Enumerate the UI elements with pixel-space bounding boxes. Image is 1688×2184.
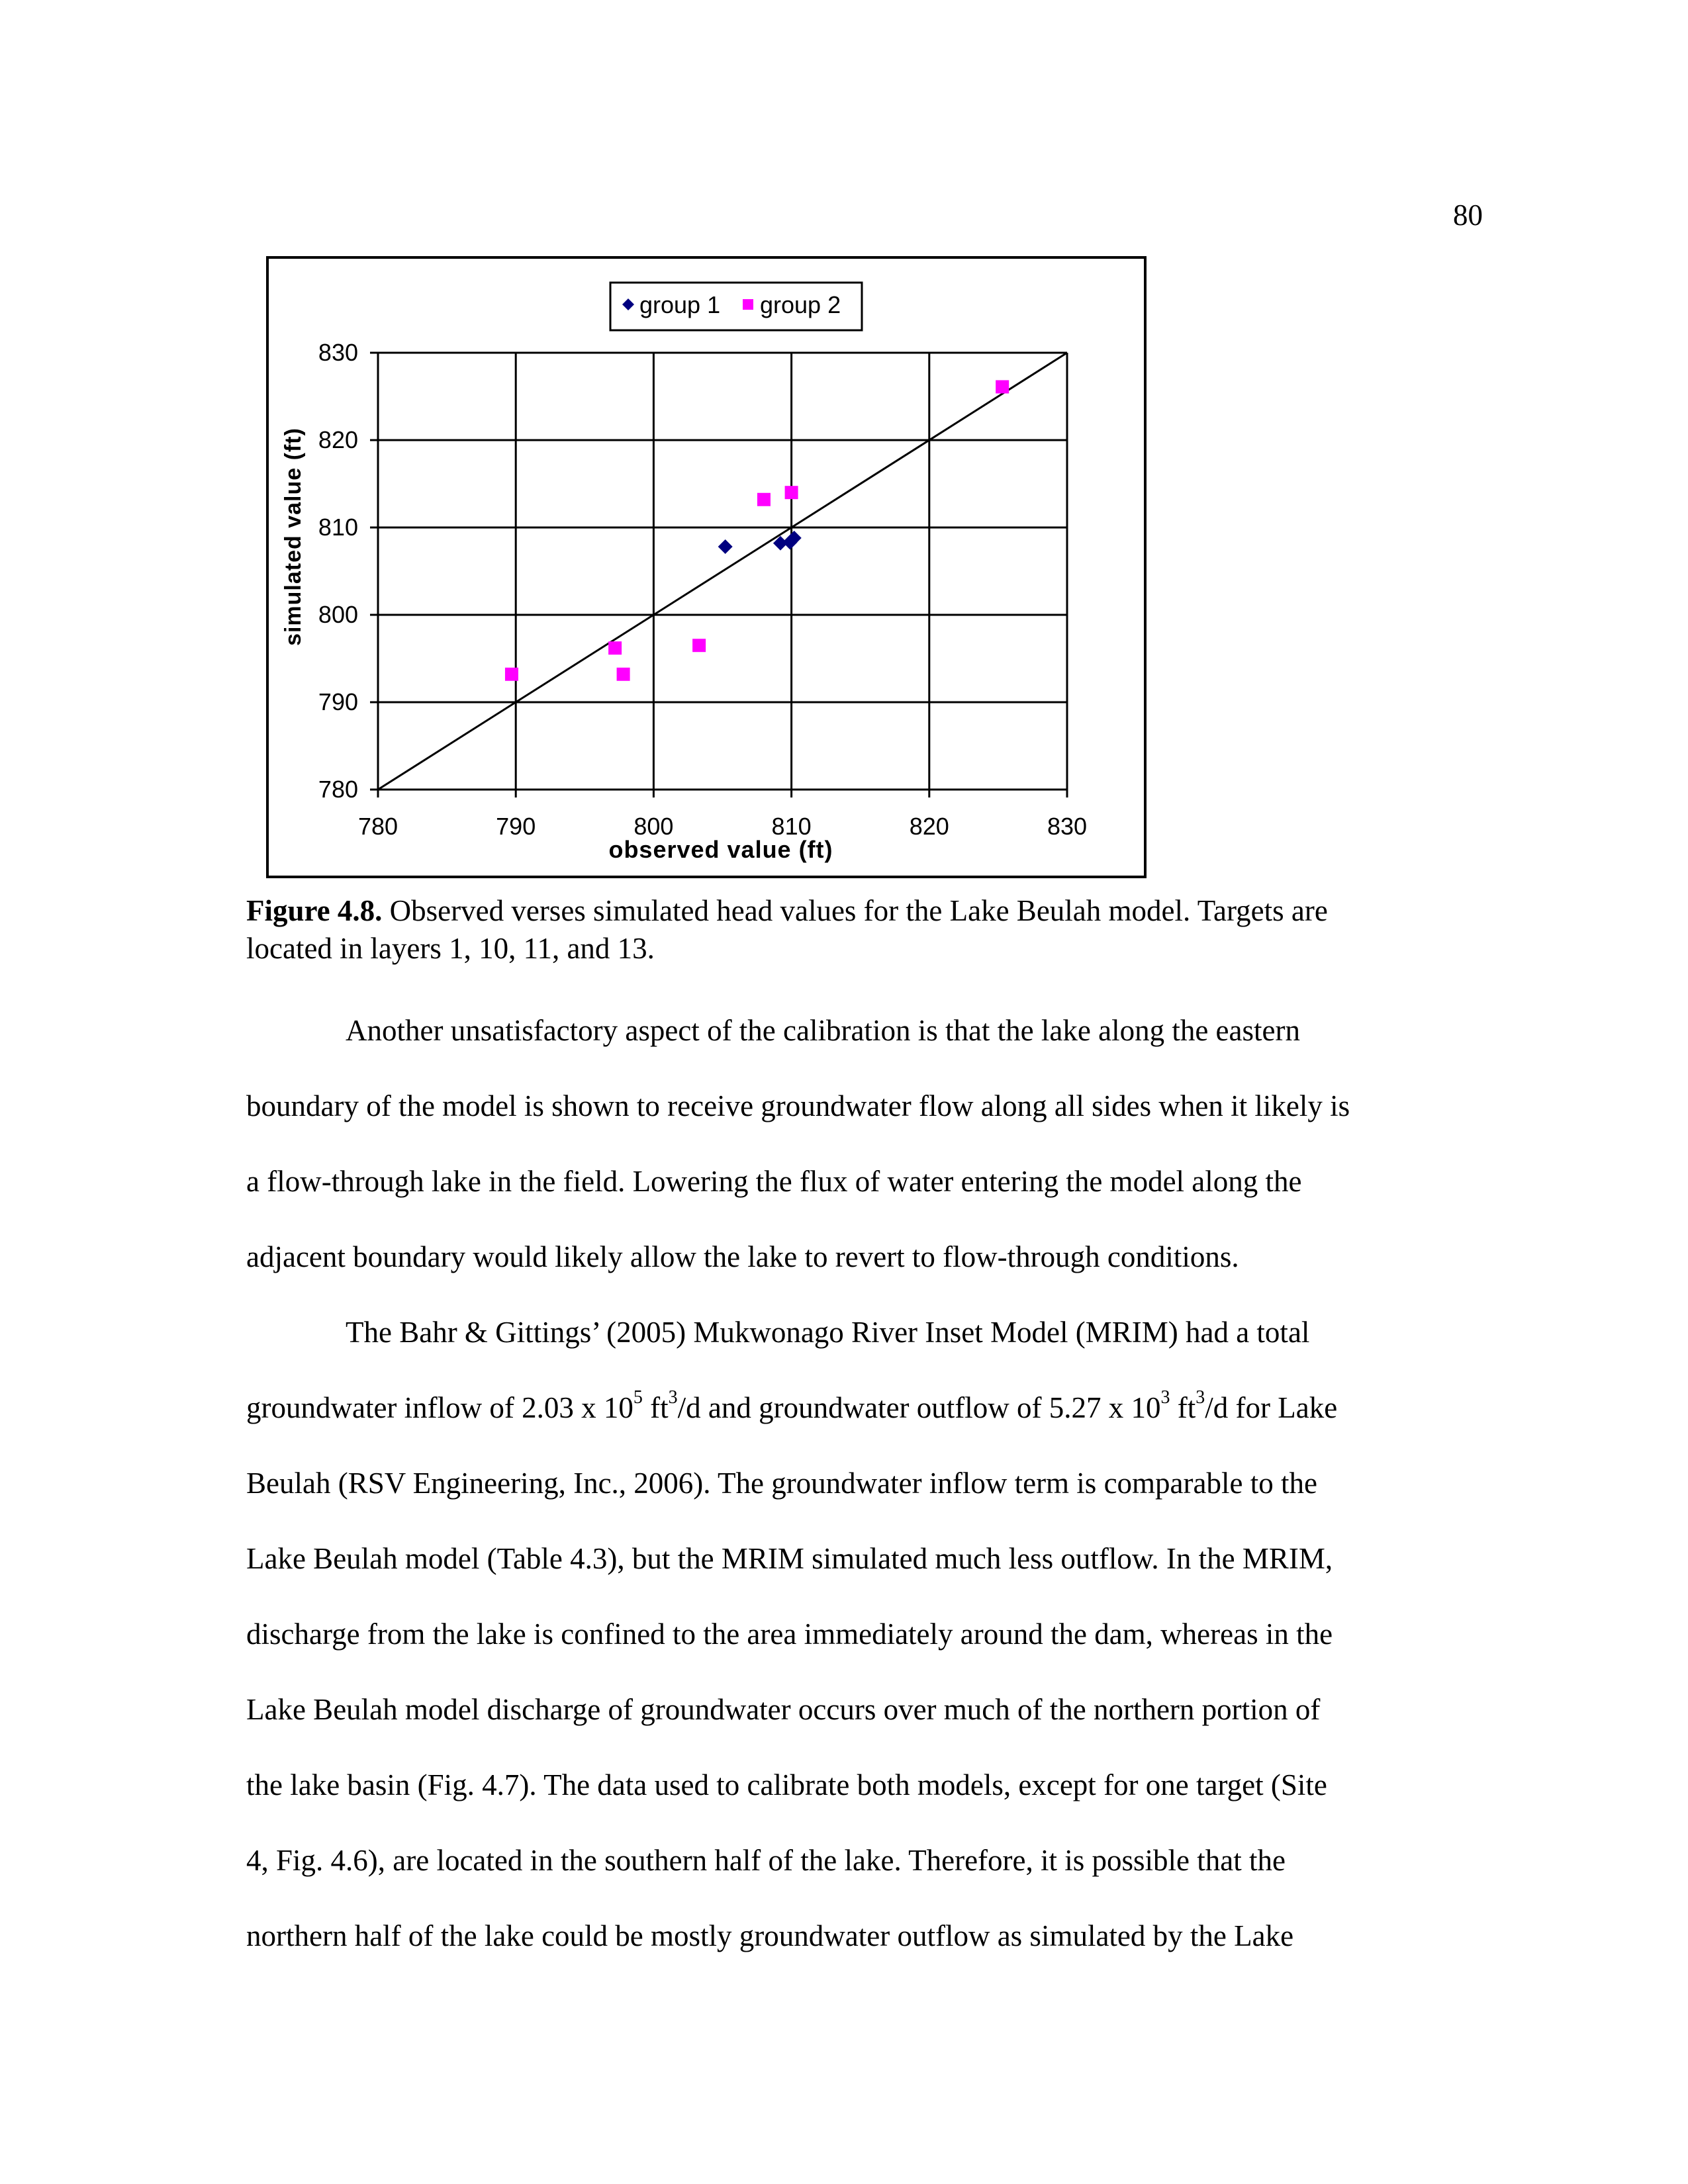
text-fragment: ft — [1170, 1391, 1196, 1424]
x-axis-ticks — [358, 790, 1087, 840]
y-axis-ticks — [318, 339, 378, 803]
x-axis-label: observed value (ft) — [608, 836, 833, 863]
text-fragment: ft — [642, 1391, 669, 1424]
group-2-point — [996, 380, 1009, 393]
page-number: 80 — [1453, 199, 1483, 232]
paragraph-line: Lake Beulah model discharge of groundwater occurs over much of the northern portion of — [246, 1693, 1321, 1726]
x-tick-label: 830 — [1047, 813, 1088, 840]
group-1-point — [718, 539, 733, 554]
y-tick-label: 780 — [318, 776, 358, 803]
figure-caption — [246, 892, 1477, 968]
text-fragment: /d for Lake — [1205, 1391, 1338, 1424]
x-tick-label: 790 — [496, 813, 536, 840]
superscript: 3 — [1196, 1387, 1205, 1408]
group-2-point — [757, 493, 771, 506]
paragraph-line: discharge from the lake is confined to the area immediately around the dam, whereas in the — [246, 1617, 1333, 1651]
x-tick-label: 780 — [357, 813, 399, 840]
y-tick-label: 830 — [318, 339, 358, 366]
paragraph-line: northern half of the lake could be mostly groundwater outflow as simulated by the Lake — [246, 1919, 1294, 1952]
x-tick-label: 820 — [909, 813, 949, 840]
caption-label: Figure 4.8. — [246, 894, 383, 927]
paragraph-line: the lake basin (Fig. 4.7). The data used to calibrate both models, except for one target (Site — [246, 1768, 1327, 1801]
group-2-point — [692, 639, 706, 652]
paragraph-2 — [246, 1295, 1477, 1974]
paragraph-line: Another unsatisfactory aspect of the calibration is that the lake along the eastern — [346, 1014, 1300, 1047]
legend-group-2: group 2 — [760, 291, 841, 318]
caption-text-1: Observed verses simulated head values for the Lake Beulah model. Targets are — [382, 894, 1328, 927]
y-tick-label: 790 — [318, 688, 358, 715]
scatter-chart — [266, 256, 1147, 878]
paragraph-line: Lake Beulah model (Table 4.3), but the MRIM simulated much less outflow. In the MRIM, — [246, 1542, 1333, 1575]
paragraph-line: 4, Fig. 4.6), are located in the southern half of the lake. Therefore, it is possible that the — [246, 1844, 1286, 1877]
y-tick-label: 820 — [318, 426, 358, 453]
paragraph-line: boundary of the model is shown to receive groundwater flow along all sides when it likely is — [246, 1089, 1350, 1122]
group-2-point — [505, 668, 518, 681]
group-2-point — [608, 641, 622, 655]
one-to-one-line — [378, 353, 1067, 790]
paragraph-line-with-exponents — [246, 1370, 1477, 1445]
chart-legend — [610, 283, 862, 330]
paragraph-line: Beulah (RSV Engineering, Inc., 2006). The groundwater inflow term is comparable to the — [246, 1467, 1317, 1500]
y-tick-label: 810 — [318, 514, 358, 541]
y-tick-label: 800 — [318, 601, 358, 628]
paragraph-line: The Bahr & Gittings’ (2005) Mukwonago River Inset Model (MRIM) had a total — [346, 1316, 1310, 1349]
caption-text-2: located in layers 1, 10, 11, and 13. — [246, 932, 655, 965]
superscript: 3 — [1160, 1387, 1170, 1408]
x-tick-label: 810 — [771, 813, 812, 840]
group-2-point — [617, 668, 630, 681]
text-fragment: /d and groundwater outflow of 5.27 x 10 — [677, 1391, 1161, 1424]
data-points — [505, 380, 1009, 680]
legend-group-1: group 1 — [639, 291, 721, 318]
paragraph-line: a flow-through lake in the field. Lowering the flux of water entering the model along the — [246, 1165, 1302, 1198]
group-2-point — [785, 486, 798, 499]
chart-canvas — [269, 259, 1144, 876]
paragraph-1 — [246, 993, 1477, 1295]
legend-square-icon — [743, 299, 753, 310]
x-tick-label: 800 — [633, 813, 674, 840]
paragraph-line: adjacent boundary would likely allow the lake to revert to flow-through conditions. — [246, 1240, 1239, 1273]
superscript: 3 — [668, 1387, 678, 1408]
superscript: 5 — [633, 1387, 643, 1408]
text-fragment: groundwater inflow of 2.03 x 10 — [246, 1391, 633, 1424]
y-axis-label: simulated value (ft) — [281, 428, 306, 646]
